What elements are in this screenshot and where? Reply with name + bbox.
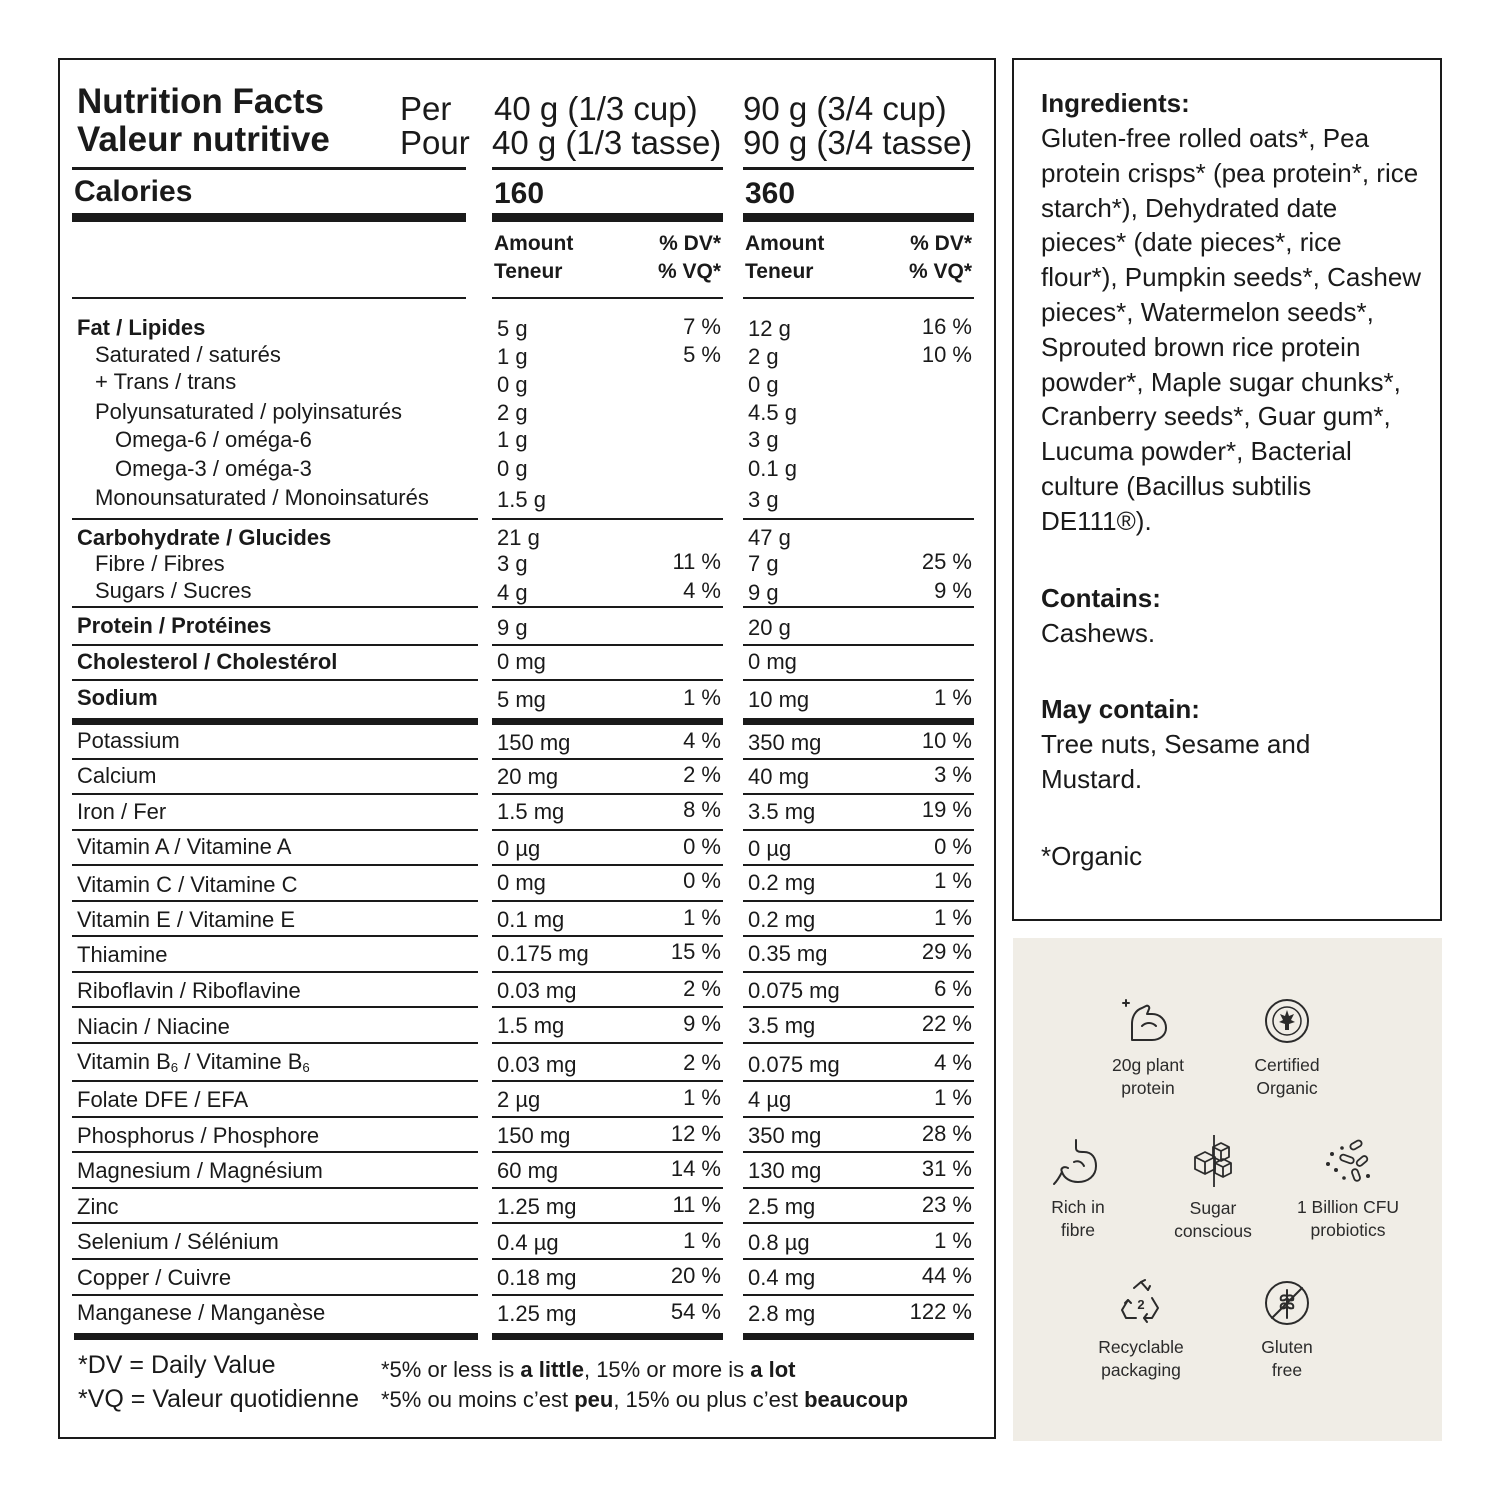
micronutrient-dv-1: 4 % (683, 728, 721, 753)
micronutrient-amount-2: 0.2 mg (748, 907, 816, 932)
row-rule (72, 606, 478, 608)
row-rule (743, 1080, 974, 1082)
nutrient-dv-1: 4 % (683, 578, 721, 603)
organic-seal-icon (1260, 996, 1314, 1046)
nutrient-dv-2: 16 % (921, 314, 972, 339)
micronutrient-amount-2: 0.4 mg (748, 1265, 816, 1290)
row-rule (72, 793, 478, 795)
may-contain-text: Tree nuts, Sesame and Mustard. (1041, 729, 1311, 795)
dv-header-2: % DV* % VQ* (908, 232, 972, 283)
micronutrient-dv-2: 1 % (934, 868, 972, 893)
micronutrient-label: Riboflavin / Riboflavine (77, 978, 301, 1003)
micronutrient-dv-1: 1 % (683, 1085, 721, 1110)
row-rule (72, 518, 478, 520)
micronutrient-label: Potassium (77, 728, 180, 753)
title-fr: Valeur nutritive (77, 120, 330, 159)
row-rule (743, 1222, 974, 1224)
nutrient-amount-2: 7 g (748, 551, 779, 576)
micronutrient-amount-2: 3.5 mg (748, 1013, 816, 1038)
micronutrient-amount-2: 350 mg (748, 730, 822, 755)
header-rule (72, 167, 466, 170)
row-rule (743, 1116, 974, 1118)
micronutrient-label: Copper / Cuivre (77, 1265, 232, 1290)
row-rule (492, 1187, 723, 1189)
nutrient-label: Sugars / Sucres (95, 578, 252, 603)
nutrient-amount-1: 21 g (497, 525, 540, 550)
micronutrient-dv-2: 1 % (934, 1085, 972, 1110)
nutrient-amount-2: 0 mg (748, 649, 797, 674)
micronutrient-dv-2: 1 % (934, 1228, 972, 1253)
nutrient-label: Protein / Protéines (77, 613, 272, 638)
micronutrient-amount-2: 2.8 mg (748, 1301, 816, 1326)
row-rule (492, 829, 723, 831)
micronutrient-dv-2: 1 % (934, 905, 972, 930)
micronutrient-label: Manganese / Manganèse (77, 1300, 326, 1325)
probiotics-icon (1320, 1136, 1376, 1188)
row-rule (492, 1006, 723, 1008)
micronutrient-label: Iron / Fer (77, 799, 167, 824)
row-rule (743, 1294, 974, 1296)
ingredients-text: Gluten-free rolled oats*, Pea protein crisps* (pea protein*, rice starch*), Dehydrated date pieces* (date pieces*, rice flour*), Pumpkin seeds*, Cashew pieces*, Watermelon seeds*, Sprouted brown rice protein powder*, Maple sugar chunks*, Cranberry seeds*, Guar gum*, Lucuma powder*, Bacterial culture (Bacillus subtilis DE111®). (1041, 123, 1422, 536)
serving2-fr: 90 g (3/4 tasse) (743, 124, 973, 161)
nutrient-amount-2: 9 g (748, 580, 779, 605)
micronutrient-label: Vitamin $B_6$ / Vitamine $B_6$ (77, 1049, 310, 1075)
table-rule (72, 297, 466, 299)
micronutrient-amount-2: 130 mg (748, 1158, 822, 1183)
row-rule (743, 935, 974, 937)
row-rule (492, 644, 723, 646)
per-en: Per (400, 90, 452, 127)
nutrient-label: Fat / Lipides (77, 315, 206, 340)
header-rule (743, 167, 974, 170)
micronutrient-dv-2: 22 % (921, 1011, 972, 1036)
micronutrient-label: Vitamin A / Vitamine A (77, 834, 292, 859)
calories-rule (492, 213, 723, 222)
nutrient-amount-2: 10 mg (748, 687, 810, 712)
nutrient-amount-1: 0 g (497, 456, 528, 481)
row-rule (743, 518, 974, 520)
micronutrient-dv-2: 23 % (921, 1192, 972, 1217)
micronutrient-amount-1: 0.03 mg (497, 978, 577, 1003)
nutrient-amount-1: 4 g (497, 580, 528, 605)
micronutrient-dv-1: 9 % (683, 1011, 721, 1036)
micronutrient-dv-1: 14 % (670, 1156, 721, 1181)
micronutrient-dv-1: 2 % (683, 762, 721, 787)
nutrient-amount-1: 3 g (497, 551, 528, 576)
micronutrient-dv-2: 4 % (934, 1050, 972, 1075)
nutrient-label: Saturated / saturés (95, 342, 281, 367)
calories-label: Calories (74, 175, 193, 208)
micronutrient-dv-1: 2 % (683, 976, 721, 1001)
claim-probiotics: 1 Billion CFU probiotics (1288, 1136, 1408, 1242)
row-rule (743, 606, 974, 608)
nutrient-amount-2: 3 g (748, 487, 779, 512)
row-rule (492, 606, 723, 608)
nutrient-amount-1: 5 mg (497, 687, 546, 712)
micronutrient-amount-1: 0.175 mg (497, 941, 589, 966)
micronutrient-dv-2: 6 % (934, 976, 972, 1001)
row-rule (72, 1258, 478, 1260)
contains-text: Cashews. (1041, 617, 1156, 648)
micronutrient-dv-1: 20 % (670, 1263, 721, 1288)
nutrient-amount-1: 5 g (497, 316, 528, 341)
gluten-free-icon (1262, 1278, 1312, 1328)
serving1-en: 40 g (1/3 cup) (494, 90, 698, 127)
row-rule (743, 1151, 974, 1153)
row-rule (743, 1187, 974, 1189)
nutrient-amount-2: 12 g (748, 316, 791, 341)
footnote-scale-en: *5% or less is a little, 15% or more is a lot (381, 1357, 796, 1382)
dv-header-1: % DV* % VQ* (657, 232, 721, 283)
calories-value-2: 360 (745, 177, 796, 210)
micronutrient-label: Folate DFE / EFA (77, 1087, 249, 1112)
row-rule (72, 971, 478, 973)
per-fr: Pour (400, 124, 470, 161)
micronutrient-amount-2: 2.5 mg (748, 1194, 816, 1219)
nutrient-label: Monounsaturated / Monoinsaturés (95, 485, 429, 510)
nutrient-amount-1: 1.5 g (497, 487, 546, 512)
row-rule (743, 1006, 974, 1008)
nutrient-amount-1: 1 g (497, 344, 528, 369)
nutrient-amount-2: 0.1 g (748, 456, 797, 481)
micronutrient-dv-2: 29 % (921, 939, 972, 964)
claim-organic: Certified Organic (1235, 996, 1339, 1100)
sodium-rule (492, 718, 723, 725)
micronutrient-amount-2: 0.8 µg (748, 1230, 810, 1255)
row-rule (492, 1258, 723, 1260)
micronutrient-amount-1: 0.03 mg (497, 1052, 577, 1077)
ingredients-heading: Ingredients: (1041, 88, 1190, 118)
micronutrient-amount-1: 0.4 µg (497, 1230, 559, 1255)
micronutrient-label: Magnesium / Magnésium (77, 1158, 323, 1183)
row-rule (72, 1042, 478, 1044)
micronutrient-dv-1: 1 % (683, 1228, 721, 1253)
row-rule (743, 829, 974, 831)
micronutrient-amount-1: 0 mg (497, 870, 546, 895)
nutrient-label: Cholesterol / Cholestérol (77, 649, 338, 674)
bottom-rule (492, 1333, 723, 1340)
nutrient-amount-2: 3 g (748, 427, 779, 452)
footnote-dv-en: *DV = Daily Value (78, 1351, 276, 1379)
row-rule (492, 900, 723, 902)
micronutrient-label: Zinc (77, 1194, 119, 1219)
nutrient-amount-2: 47 g (748, 525, 791, 550)
micronutrient-amount-1: 150 mg (497, 1123, 571, 1148)
row-rule (492, 935, 723, 937)
micronutrient-dv-2: 122 % (909, 1299, 972, 1324)
row-rule (492, 1222, 723, 1224)
micronutrient-amount-1: 0.18 mg (497, 1265, 577, 1290)
nutrient-label: Carbohydrate / Glucides (77, 525, 332, 550)
micronutrient-label: Niacin / Niacine (77, 1014, 230, 1039)
nutrient-amount-1: 0 g (497, 372, 528, 397)
row-rule (492, 679, 723, 681)
micronutrient-amount-2: 0.075 mg (748, 978, 840, 1003)
row-rule (743, 758, 974, 760)
title-en: Nutrition Facts (77, 82, 324, 121)
nutrient-label: + Trans / trans (95, 369, 237, 394)
row-rule (72, 758, 478, 760)
micronutrient-dv-1: 11 % (672, 1192, 721, 1217)
row-rule (72, 644, 478, 646)
micronutrient-label: Vitamin E / Vitamine E (77, 907, 296, 932)
row-rule (743, 1258, 974, 1260)
header-rule (492, 167, 723, 170)
nutrient-amount-1: 0 mg (497, 649, 546, 674)
table-rule (492, 297, 723, 299)
row-rule (492, 1080, 723, 1082)
nutrient-amount-2: 20 g (748, 615, 791, 640)
micronutrient-label: Selenium / Sélénium (77, 1229, 279, 1254)
table-rule (743, 297, 974, 299)
nutrient-dv-2: 25 % (921, 549, 972, 574)
nutrient-dv-2: 9 % (934, 578, 972, 603)
micronutrient-amount-1: 1.25 mg (497, 1194, 577, 1219)
row-rule (72, 864, 478, 866)
bottom-rule (743, 1333, 974, 1340)
claim-recyclable: 2 Recyclable packaging (1089, 1278, 1193, 1382)
micronutrient-amount-1: 0.1 mg (497, 907, 565, 932)
row-rule (492, 793, 723, 795)
row-rule (72, 1151, 478, 1153)
claim-fibre: Rich in fibre (1028, 1136, 1128, 1242)
micronutrient-amount-1: 20 mg (497, 764, 559, 789)
row-rule (492, 758, 723, 760)
ingredients-box (1012, 58, 1442, 921)
row-rule (492, 1116, 723, 1118)
muscle-icon (1120, 996, 1176, 1046)
calories-rule (743, 213, 974, 222)
micronutrient-dv-2: 28 % (921, 1121, 972, 1146)
row-rule (72, 1080, 478, 1082)
row-rule (72, 935, 478, 937)
row-rule (72, 1294, 478, 1296)
row-rule (72, 1116, 478, 1118)
nutrient-dv-2: 1 % (934, 685, 972, 710)
micronutrient-dv-1: 15 % (670, 939, 721, 964)
row-rule (492, 864, 723, 866)
amount-header-1: Amount Teneur (494, 232, 574, 283)
micronutrient-dv-1: 0 % (683, 868, 721, 893)
row-rule (72, 679, 478, 681)
micronutrient-dv-1: 54 % (670, 1299, 721, 1324)
footnote-scale-fr: *5% ou moins c’est peu, 15% ou plus c’est beaucoup (381, 1387, 909, 1412)
micronutrient-label: Phosphorus / Phosphore (77, 1123, 320, 1148)
row-rule (743, 864, 974, 866)
nutrient-dv-1: 5 % (683, 342, 721, 367)
nutrient-amount-1: 1 g (497, 427, 528, 452)
bottom-rule (74, 1333, 478, 1340)
row-rule (492, 971, 723, 973)
micronutrient-amount-2: 0.075 mg (748, 1052, 840, 1077)
micronutrient-amount-1: 150 mg (497, 730, 571, 755)
micronutrient-dv-2: 10 % (921, 728, 972, 753)
micronutrient-amount-1: 1.5 mg (497, 799, 565, 824)
sodium-rule (72, 718, 478, 725)
micronutrient-amount-2: 40 mg (748, 764, 810, 789)
row-rule (72, 829, 478, 831)
micronutrient-dv-2: 31 % (921, 1156, 972, 1181)
recycle-icon (1116, 1278, 1166, 1328)
nutrient-label: Fibre / Fibres (95, 551, 225, 576)
row-rule (743, 1042, 974, 1044)
contains-heading: Contains: (1041, 582, 1161, 613)
nutrient-dv-2: 10 % (921, 342, 972, 367)
micronutrient-amount-1: 2 µg (497, 1087, 541, 1112)
micronutrient-dv-2: 44 % (921, 1263, 972, 1288)
row-rule (492, 1294, 723, 1296)
micronutrient-amount-2: 0 µg (748, 836, 792, 861)
row-rule (743, 793, 974, 795)
sugar-cubes-icon (1185, 1133, 1241, 1189)
claim-sugar: Sugar conscious (1162, 1133, 1264, 1243)
claim-gluten-free: Gluten free (1235, 1278, 1339, 1382)
nutrient-label: Sodium (77, 685, 158, 710)
row-rule (72, 1006, 478, 1008)
micronutrient-amount-2: 0.35 mg (748, 941, 828, 966)
nutrient-amount-2: 4.5 g (748, 400, 797, 425)
micronutrient-amount-2: 350 mg (748, 1123, 822, 1148)
calories-rule (72, 213, 466, 222)
stomach-icon (1050, 1136, 1106, 1188)
micronutrient-amount-1: 0 µg (497, 836, 541, 861)
serving1-fr: 40 g (1/3 tasse) (492, 124, 722, 161)
micronutrient-dv-1: 0 % (683, 834, 721, 859)
nutrient-dv-1: 1 % (683, 685, 721, 710)
micronutrient-dv-2: 19 % (921, 797, 972, 822)
micronutrient-label: Thiamine (77, 942, 168, 967)
micronutrient-dv-2: 0 % (934, 834, 972, 859)
nutrient-label: Omega-3 / oméga-3 (115, 456, 312, 481)
nutrient-dv-1: 11 % (672, 549, 721, 574)
amount-header-2: Amount Teneur (745, 232, 825, 283)
micronutrient-amount-2: 4 µg (748, 1087, 792, 1112)
row-rule (743, 644, 974, 646)
nutrient-amount-2: 0 g (748, 372, 779, 397)
row-rule (743, 971, 974, 973)
nutrient-label: Omega-6 / oméga-6 (115, 427, 312, 452)
footnote-dv-fr: *VQ = Valeur quotidienne (78, 1385, 359, 1413)
svg-text:2: 2 (1137, 1297, 1145, 1312)
micronutrient-label: Calcium (77, 763, 157, 788)
nutrient-amount-2: 2 g (748, 344, 779, 369)
micronutrient-dv-1: 12 % (670, 1121, 721, 1146)
serving2-en: 90 g (3/4 cup) (743, 90, 947, 127)
row-rule (72, 1187, 478, 1189)
calories-value-1: 160 (494, 177, 545, 210)
organic-note: *Organic (1041, 840, 1143, 871)
micronutrient-amount-2: 0.2 mg (748, 870, 816, 895)
nutrient-dv-1: 7 % (683, 314, 721, 339)
micronutrient-dv-1: 8 % (683, 797, 721, 822)
micronutrient-amount-1: 1.5 mg (497, 1013, 565, 1038)
product-claims (1013, 938, 1442, 1441)
micronutrient-dv-1: 1 % (683, 905, 721, 930)
nutrient-amount-1: 9 g (497, 615, 528, 640)
nutrient-amount-1: 2 g (497, 400, 528, 425)
row-rule (72, 1222, 478, 1224)
micronutrient-amount-1: 1.25 mg (497, 1301, 577, 1326)
micronutrient-amount-2: 3.5 mg (748, 799, 816, 824)
claim-protein: 20g plant protein (1096, 996, 1200, 1100)
sodium-rule (743, 718, 974, 725)
row-rule (743, 679, 974, 681)
may-contain-heading: May contain: (1041, 694, 1200, 725)
micronutrient-amount-1: 60 mg (497, 1158, 559, 1183)
row-rule (492, 518, 723, 520)
micronutrient-label: Vitamin C / Vitamine C (77, 872, 298, 897)
row-rule (72, 900, 478, 902)
micronutrient-dv-1: 2 % (683, 1050, 721, 1075)
row-rule (492, 1042, 723, 1044)
row-rule (492, 1151, 723, 1153)
micronutrient-dv-2: 3 % (934, 762, 972, 787)
nutrition-facts-table (58, 58, 996, 1439)
row-rule (743, 900, 974, 902)
nutrient-label: Polyunsaturated / polyinsaturés (95, 399, 402, 424)
